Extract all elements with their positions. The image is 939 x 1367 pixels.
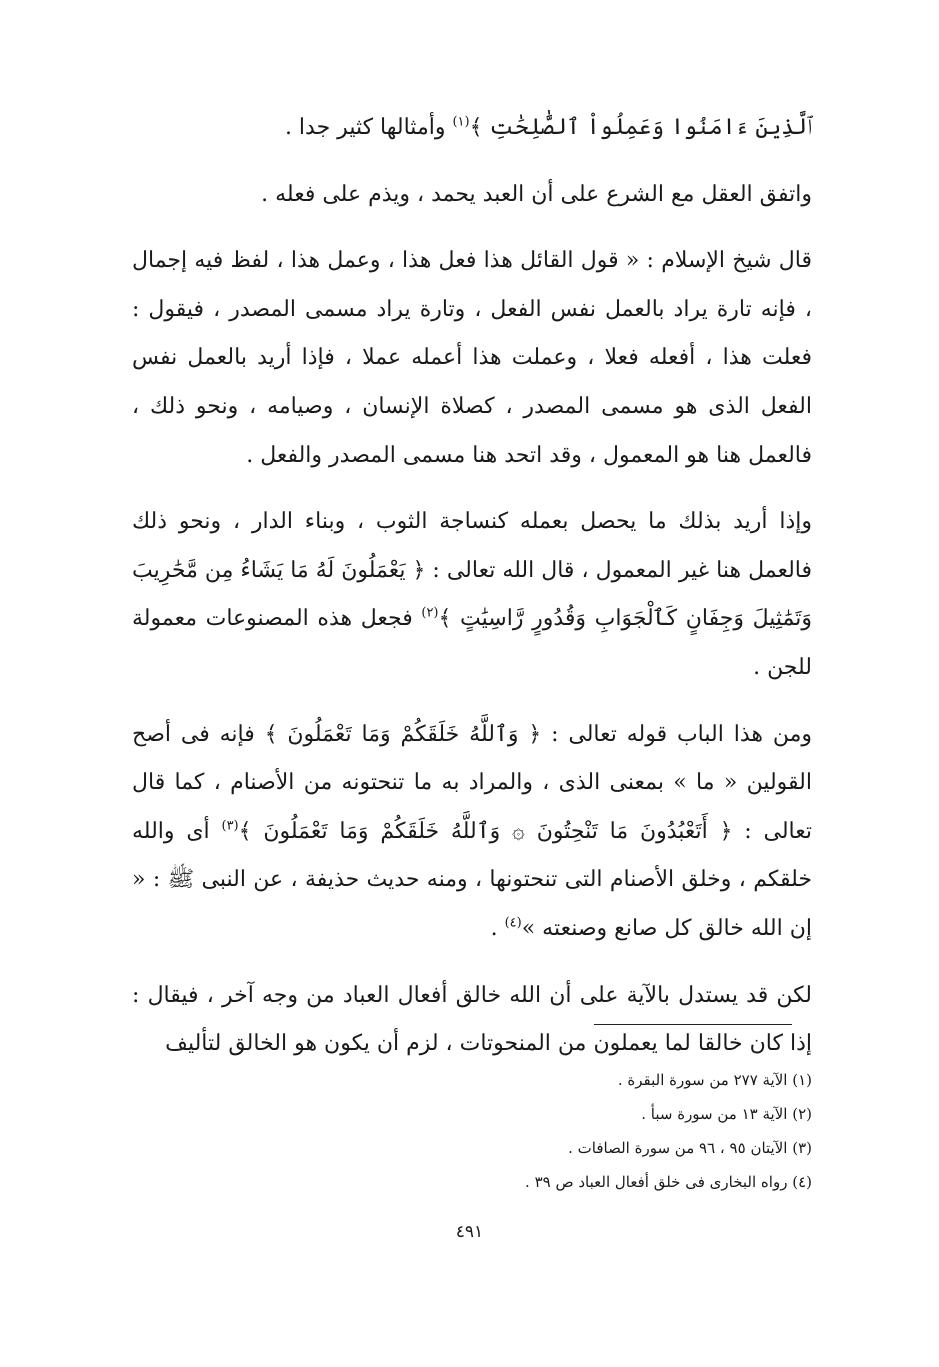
paragraph-text: واتفق العقل مع الشرع على أن العبد يحمد ، ويذم على فعله . — [261, 181, 812, 207]
footnote-marker: (١) — [452, 114, 470, 130]
paragraph — [132, 104, 812, 153]
page-number: ٤٩١ — [455, 1222, 484, 1242]
paragraph — [132, 237, 812, 480]
main-text — [132, 104, 812, 1087]
footnote-item: (٢) الآية ١٣ من سورة سبأ . — [641, 1105, 812, 1123]
paragraph — [132, 171, 812, 220]
paragraph-text: ومن هذا الباب قوله تعالى : ﴿ وَٱللَّهُ خَلَقَكُمْ وَمَا تَعْمَلُونَ ﴾ فإنه فى أصح القولين « ما » بمعنى الذى ، والمراد به ما تنحتونه من الأصنام ، كما قال تعالى : ﴿ أَتَعْبُدُونَ مَا تَنْحِتُونَ ۞ وَٱللَّهُ خَلَقَكُمْ وَمَا تَعْمَلُونَ ﴾ — [132, 721, 812, 844]
paragraph-text: لكن قد يستدل بالآية على أن الله خالق أفعال العباد من وجه آخر ، فيقال : إذا كان خالقا لما يعملون من المنحوتات ، لزم أن يكون هو الخالق لتأليف — [132, 982, 812, 1057]
footnote-item: (٤) رواه البخارى فى خلق أفعال العباد ص ٣٩ . — [525, 1173, 812, 1191]
paragraph-text: وأمثالها كثير جدا . — [284, 115, 453, 140]
paragraph-text: وإذا أريد بذلك ما يحصل بعمله كنساجة الثوب ، وبناء الدار ، ونحو ذلك فالعمل هنا غير المعمول ، قال الله تعالى : ﴿ يَعْمَلُونَ لَهُ مَا يَشَاءُ مِن مَّحَٰرِيبَ وَتَمَٰثِيلَ وَجِفَانٍ كَٱلْجَوَابِ وَقُدُورٍ رَّاسِيَٰتٍ ﴾ — [132, 509, 812, 632]
paragraph — [132, 711, 812, 954]
paragraph — [132, 972, 812, 1069]
paragraph-text: قال شيخ الإسلام : « قول القائل هذا فعل هذا ، وعمل هذا ، لفظ فيه إجمال ، فإنه تارة يراد بالعمل نفس الفعل ، وتارة يراد مسمى المصدر ، فيقول : فعلت هذا ، أفعله فعلا ، وعملت هذا أعمله عملا ، فإذا أريد بالعمل نفس الفعل الذى هو مسمى المصدر ، كصلاة الإنسان ، وصيامه ، ونحو ذلك ، فالعمل هنا هو المعمول ، وقد اتحد هنا مسمى المصدر والفعل . — [132, 248, 812, 468]
footnotes — [400, 1063, 812, 1199]
quran-verse: ﭐلَّذِينَ ءَامَنُوا وَعَمِلُواْ ٱلصَّٰلِحَٰتِ ﴾ — [469, 115, 812, 140]
footnote-separator — [594, 1024, 792, 1025]
paragraph — [132, 498, 812, 692]
paragraph-text: أى والله خلقكم ، وخلق الأصنام التى تنحتونها ، ومنه حديث حذيفة ، عن النبى ﷺ : « إن الله خالق كل صانع وصنعته » — [132, 818, 812, 941]
paragraph-text: فجعل هذه المصنوعات معمولة للجن . — [132, 606, 812, 680]
footnote-marker: (٤) — [504, 915, 522, 931]
footnote-marker: (٣) — [221, 818, 239, 834]
paragraph-text: . — [490, 915, 505, 941]
footnote-item: (١) الآية ٢٧٧ من سورة البقرة . — [617, 1071, 812, 1089]
footnote-item: (٣) الآيتان ٩٥ ، ٩٦ من سورة الصافات . — [568, 1139, 812, 1157]
footnote-marker: (٢) — [421, 606, 439, 622]
